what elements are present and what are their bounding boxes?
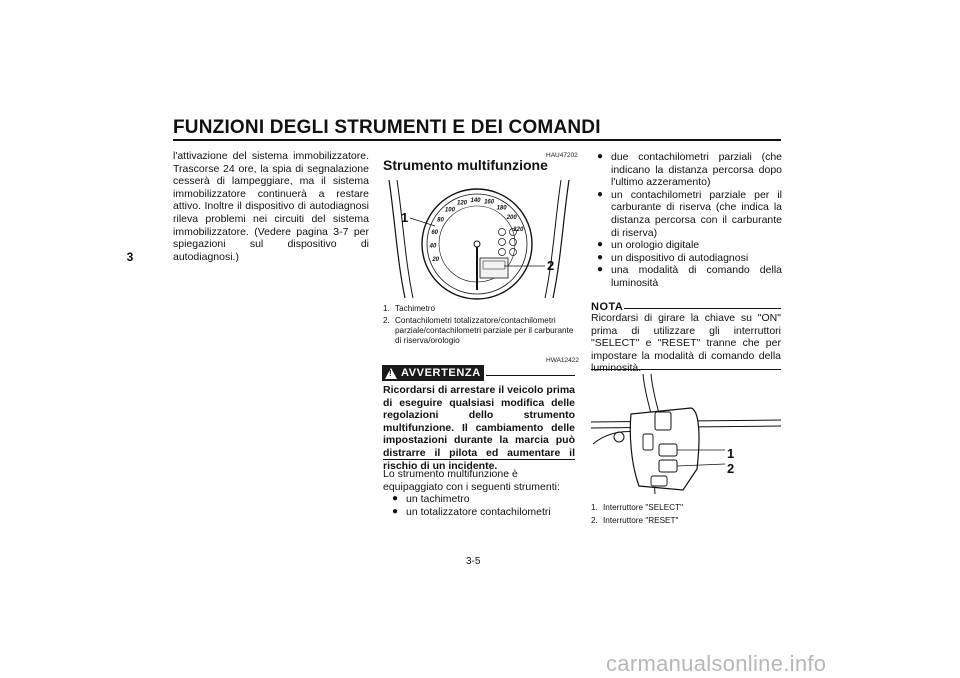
section-code: HAU47202 bbox=[546, 152, 578, 159]
intro-text: Lo strumento multifunzione è equipaggiato con i seguenti strumenti: bbox=[383, 468, 560, 493]
warning-rule-bottom bbox=[383, 459, 575, 460]
callout-1: 1 bbox=[401, 210, 409, 225]
col2-bullets bbox=[392, 493, 575, 518]
callout-2: 2 bbox=[727, 461, 735, 476]
gauge-tick-label: 160 bbox=[484, 199, 495, 206]
gauge-tick-label: 20 bbox=[432, 257, 440, 263]
caption-item: 2. Interruttore "RESET" bbox=[591, 516, 679, 525]
gauge-tick-label: 180 bbox=[496, 205, 507, 212]
gauge-tick-label: 100 bbox=[444, 207, 455, 214]
section-title: Strumento multifunzione bbox=[383, 157, 548, 173]
list-item: ● un totalizzatore contachilometri bbox=[392, 505, 551, 518]
caption-item: 1. Interruttore "SELECT" bbox=[591, 503, 683, 512]
list-item: ● un orologio digitale bbox=[597, 239, 700, 252]
callout-1: 1 bbox=[727, 446, 735, 461]
bullet-icon: ● bbox=[597, 151, 604, 162]
list-item: ● una modalità di comando della luminosità bbox=[597, 264, 782, 289]
gauge-tick-label: 140 bbox=[470, 198, 481, 204]
bullet-icon: ● bbox=[392, 493, 399, 504]
list-item: ● un dispositivo di autodiagnosi bbox=[597, 251, 749, 264]
gauge-tick-label: 40 bbox=[429, 243, 437, 250]
nota-rule-bottom bbox=[591, 369, 781, 370]
switch-captions bbox=[591, 503, 781, 526]
nota-label: NOTA bbox=[591, 301, 624, 313]
gauge-tick-label: 220 bbox=[513, 227, 524, 233]
bullet-icon: ● bbox=[597, 251, 604, 263]
callout-2: 2 bbox=[547, 258, 555, 273]
list-item: ● due contachilometri parziali (che indicano la distanza percorsa dopo l'ultimo azzeramento) bbox=[597, 151, 782, 189]
list-item: ● un contachilometri parziale per il carburante di riserva (che indica la distanza percorsa con il carburante di riserva) bbox=[597, 188, 782, 239]
page-number: 3-5 bbox=[466, 556, 481, 567]
warning-icon: ! bbox=[385, 368, 397, 379]
bullet-icon: ● bbox=[597, 264, 604, 276]
handlebar-switch-figure bbox=[591, 374, 781, 496]
speedometer-captions bbox=[383, 304, 575, 346]
bullet-icon: ● bbox=[597, 188, 604, 200]
caption-item: 1. Tachimetro bbox=[383, 304, 436, 313]
page-title: FUNZIONI DEGLI STRUMENTI E DEI COMANDI bbox=[173, 117, 601, 138]
bullet-icon: ● bbox=[392, 505, 399, 517]
gauge-tick-label: 60 bbox=[431, 229, 439, 236]
gauge-tick-label: 120 bbox=[456, 200, 468, 207]
speedometer-figure bbox=[383, 180, 575, 300]
gauge-tick-label: 80 bbox=[437, 217, 444, 224]
chapter-tab: 3 bbox=[126, 250, 134, 264]
warning-badge: ! AVVERTENZA bbox=[382, 365, 484, 381]
bullet-icon: ● bbox=[597, 239, 604, 251]
warning-code: HWA12422 bbox=[546, 357, 579, 364]
col1-paragraph: l'attivazione del sistema immobilizzatore. Trascorse 24 ore, la spia di segnalazione cesserà di lampeggiare, ma il sistema immobilizzatore continuerà a restare attivo. Inoltre il dispositivo di autodiagnosi rileva problemi nei circuiti del sistema immobilizzatore. (Vedere pagina 3-7 per spiegazioni sul dispositivo di autodiagnosi.) bbox=[173, 150, 369, 263]
watermark: carmanualsonline.info bbox=[606, 651, 827, 676]
col3-bullets bbox=[597, 151, 782, 290]
header-rule bbox=[173, 139, 781, 141]
gauge-tick-label: 200 bbox=[506, 214, 517, 221]
list-item: ● un tachimetro bbox=[392, 493, 470, 505]
warning-text: Ricordarsi di arrestare il veicolo prima di eseguire qualsiasi modifica delle regolazioni dello strumento multifunzione. Il cambiamento delle impostazioni durante la marcia può distrarre il pilota ed aumentare il rischio di un incidente. bbox=[383, 384, 575, 472]
nota-text: Ricordarsi di girare la chiave su "ON" prima di utilizzare gli interruttori "SELECT" e "RESET" tranne che per impostare la modalità di comando della bbox=[591, 312, 781, 362]
caption-item: 2. Contachilometri totalizzatore/contachilometri parziale/contachilometri parziale per il carburante di riserva/orologio bbox=[383, 316, 574, 345]
nota-rule-top bbox=[624, 308, 781, 309]
warning-rule-top bbox=[486, 375, 575, 376]
